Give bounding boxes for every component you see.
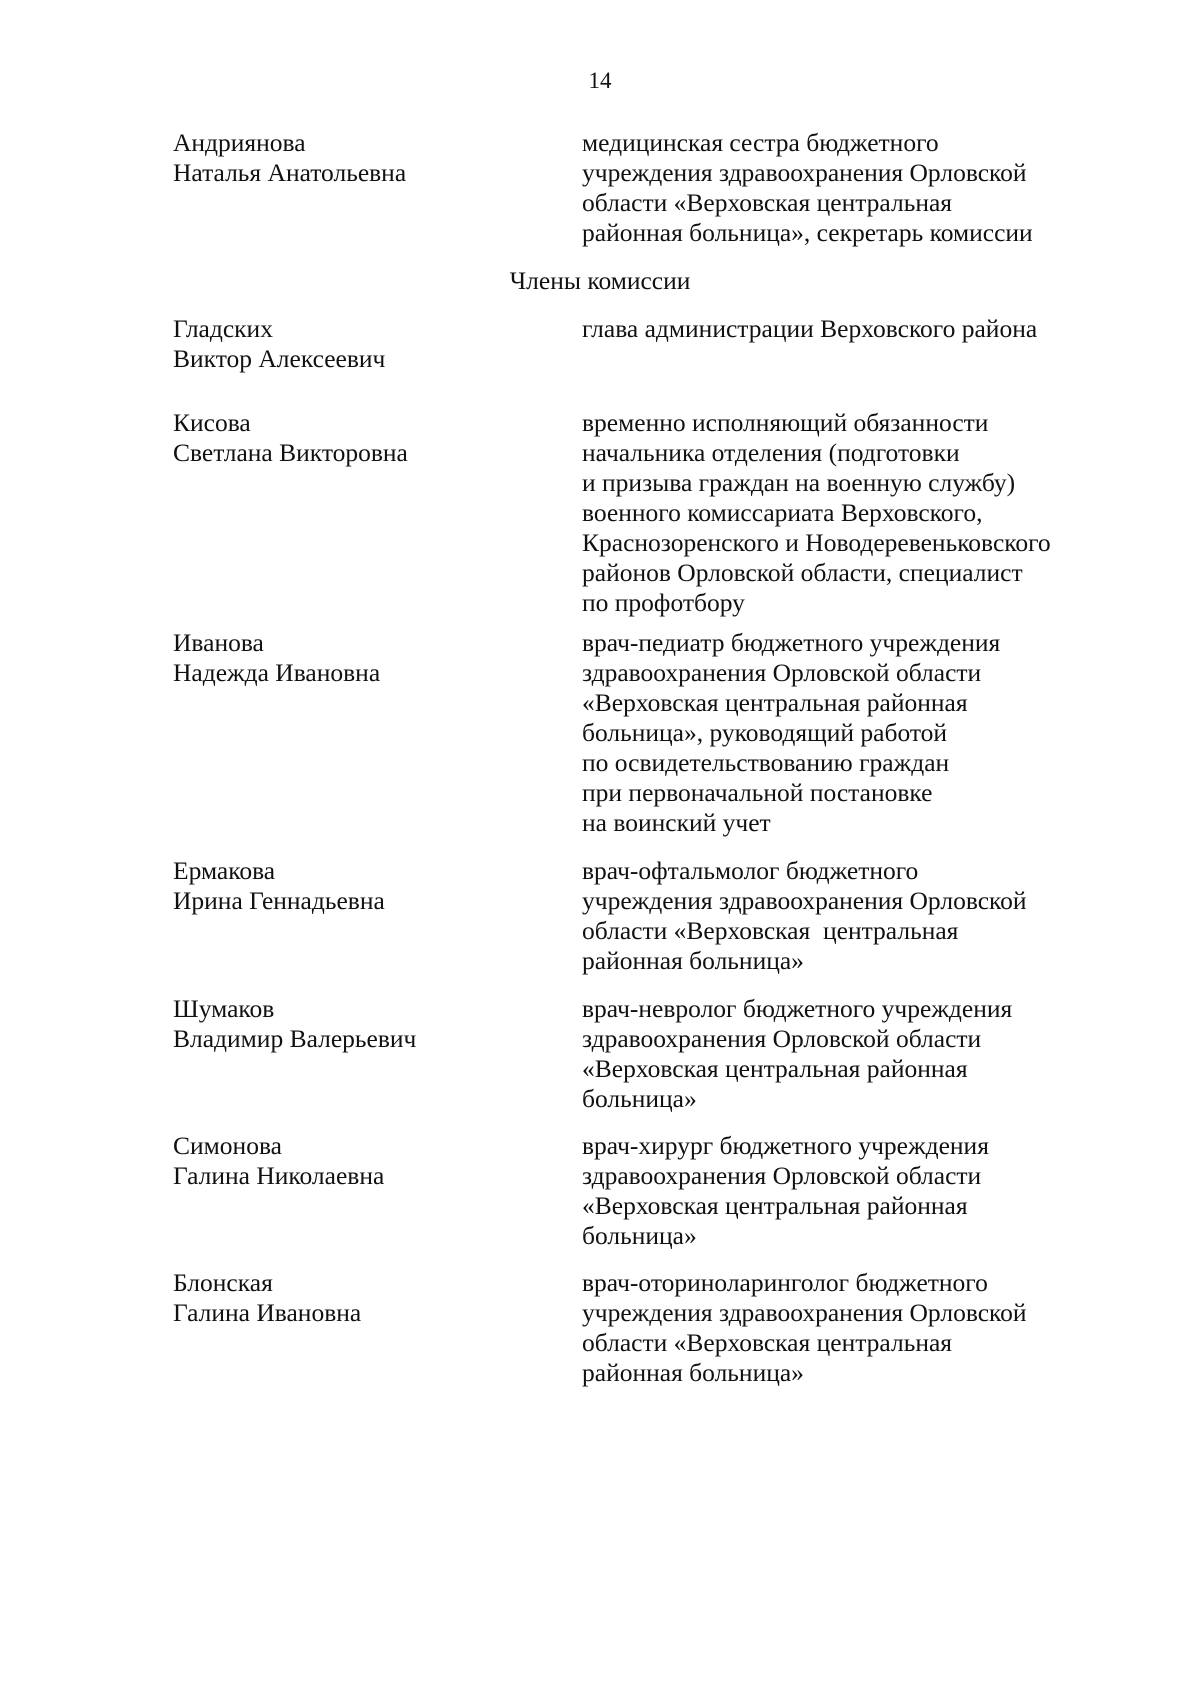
member-given-names: Галина Николаевна — [173, 1161, 385, 1190]
member-surname: Кисова — [173, 408, 251, 437]
member-role-line: и призыва граждан на военную службу) — [582, 468, 1016, 497]
member-role-line: больница» — [582, 1221, 697, 1250]
member-role-line: области «Верховская центральная — [582, 1328, 953, 1357]
member-role-line: «Верховская центральная районная — [582, 1054, 968, 1083]
member-role-line: врач-офтальмолог бюджетного — [582, 856, 919, 885]
member-given-names: Надежда Ивановна — [173, 658, 381, 687]
secretary-role-line: области «Верховская центральная — [582, 188, 953, 217]
member-given-names: Светлана Викторовна — [173, 438, 408, 467]
member-role-line: врач-хирург бюджетного учреждения — [582, 1131, 989, 1160]
member-role-line: «Верховская центральная районная — [582, 688, 968, 717]
member-role-line: здравоохранения Орловской области — [582, 658, 982, 687]
member-role-line: по профотбору — [582, 588, 745, 617]
member-role-line: на воинский учет — [582, 808, 771, 837]
member-role-line: Краснозоренского и Новодеревеньковского — [582, 528, 1051, 557]
member-surname: Симонова — [173, 1131, 282, 1160]
member-surname: Иванова — [173, 628, 264, 657]
member-role-line: здравоохранения Орловской области — [582, 1161, 982, 1190]
member-role-line: области «Верховская центральная — [582, 916, 959, 945]
secretary-given-names: Наталья Анатольевна — [173, 158, 407, 187]
member-role-line: врач-невролог бюджетного учреждения — [582, 994, 1013, 1023]
member-role-line: по освидетельствованию граждан — [582, 748, 950, 777]
member-role-line: врач-оториноларинголог бюджетного — [582, 1268, 988, 1297]
member-role-line: учреждения здравоохранения Орловской — [582, 886, 1027, 915]
member-role-line: районная больница» — [582, 946, 804, 975]
member-role-line: здравоохранения Орловской области — [582, 1024, 982, 1053]
member-surname: Блонская — [173, 1268, 273, 1297]
secretary-role-line: медицинская сестра бюджетного — [582, 128, 939, 157]
member-given-names: Виктор Алексеевич — [173, 344, 386, 373]
member-role-line: глава администрации Верховского района — [582, 314, 1038, 343]
page-number: 14 — [588, 68, 612, 93]
member-role-line: при первоначальной постановке — [582, 778, 933, 807]
member-given-names: Владимир Валерьевич — [173, 1024, 417, 1053]
secretary-role-line: районная больница», секретарь комиссии — [582, 218, 1033, 247]
member-role-line: начальника отделения (подготовки — [582, 438, 960, 467]
secretary-surname: Андриянова — [173, 128, 306, 157]
member-role-line: учреждения здравоохранения Орловской — [582, 1298, 1027, 1327]
member-surname: Ермакова — [173, 856, 276, 885]
member-role-line: «Верховская центральная районная — [582, 1191, 968, 1220]
member-role-line: больница» — [582, 1084, 697, 1113]
member-role-line: временно исполняющий обязанности — [582, 408, 989, 437]
members-heading: Члены комиссии — [509, 266, 691, 295]
member-given-names: Ирина Геннадьевна — [173, 886, 385, 915]
member-role-line: военного комиссариата Верховского, — [582, 498, 983, 527]
member-surname: Гладских — [173, 314, 273, 343]
member-given-names: Галина Ивановна — [173, 1298, 362, 1327]
member-role-line: районная больница» — [582, 1358, 804, 1387]
member-role-line: врач-педиатр бюджетного учреждения — [582, 628, 1001, 657]
secretary-role-line: учреждения здравоохранения Орловской — [582, 158, 1027, 187]
member-surname: Шумаков — [173, 994, 275, 1023]
member-role-line: районов Орловской области, специалист — [582, 558, 1023, 587]
member-role-line: больница», руководящий работой — [582, 718, 948, 747]
